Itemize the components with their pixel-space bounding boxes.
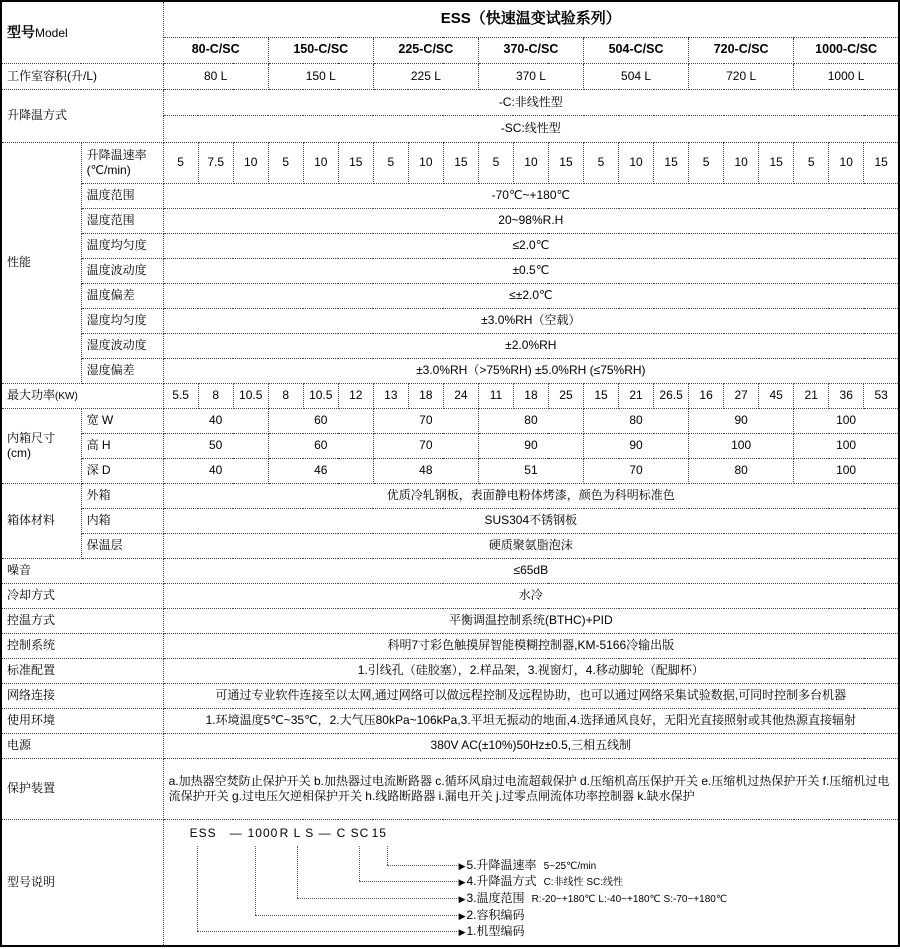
power-cell: 10.5 [233, 383, 268, 408]
size-cell: 46 [268, 458, 373, 483]
code-annotation [459, 873, 623, 891]
code-dash: — [318, 825, 332, 840]
size-row-label: 深 D [81, 458, 163, 483]
volume-cell: 80 L [163, 63, 268, 89]
spec-value: ±3.0%RH（>75%RH) ±5.0%RH (≤75%RH) [163, 358, 899, 383]
spec-label: 温度均匀度 [81, 233, 163, 258]
size-cell: 100 [689, 433, 794, 458]
rate-cell: 5 [268, 142, 303, 183]
power-cell: 18 [513, 383, 548, 408]
spec-value: -70℃~+180℃ [163, 183, 899, 208]
connector-line [359, 881, 459, 882]
model-name: 370-C/SC [478, 37, 583, 63]
code-part-range: R L S [279, 825, 315, 840]
code-part-rate: 15 [371, 825, 387, 840]
general-label: 使用环境 [1, 708, 163, 733]
code-part-volume: 1000 [247, 825, 279, 840]
power-cell: 13 [373, 383, 408, 408]
volume-cell: 370 L [478, 63, 583, 89]
power-cell: 8 [198, 383, 233, 408]
model-code-diagram [164, 820, 898, 945]
size-cell: 90 [478, 433, 583, 458]
spec-value: ≤2.0℃ [163, 233, 899, 258]
rate-cell: 5 [584, 142, 619, 183]
size-cell: 70 [373, 408, 478, 433]
rate-cell: 5 [689, 142, 724, 183]
rate-cell: 5 [373, 142, 408, 183]
code-dash: — [229, 825, 243, 840]
model-name: 720-C/SC [689, 37, 794, 63]
performance-group-label: 性能 [1, 142, 81, 383]
rate-row [1, 142, 899, 183]
rate-cell: 10 [724, 142, 759, 183]
volume-cell: 150 L [268, 63, 373, 89]
rate-cell: 15 [443, 142, 478, 183]
protection-value: a.加热器空焚防止保护开关 b.加热器过电流断路器 c.循环风扇过电流超载保护 d.压缩机高压保护开关 e.压缩机过热保护开关 f.压缩机过电流保护开关 g.过电压欠逆相保护开关 h.线路断路器 i.漏电开关 j.过零点闸流体功率控制器 k.缺水保护 [163, 758, 899, 819]
general-value: 科明7寸彩色触摸屏智能模糊控制器,KM-5166冷输出版 [163, 633, 899, 658]
size-cell: 60 [268, 408, 373, 433]
rate-cell: 10 [829, 142, 864, 183]
rate-cell: 10 [233, 142, 268, 183]
power-cell: 25 [548, 383, 583, 408]
spec-label: 温度偏差 [81, 283, 163, 308]
size-cell: 40 [163, 408, 268, 433]
volume-row [1, 63, 899, 89]
spec-label: 湿度均匀度 [81, 308, 163, 333]
power-cell: 27 [724, 383, 759, 408]
rate-cell: 10 [408, 142, 443, 183]
arrow-right-icon: ▶ [458, 893, 466, 904]
material-label: 内箱 [81, 508, 163, 533]
annotation-detail: 5~25℃/min [543, 860, 597, 872]
power-cell: 26.5 [654, 383, 689, 408]
annotation-label: 1.机型编码 [466, 923, 525, 938]
general-value: ≤65dB [163, 558, 899, 583]
rate-cell: 10 [619, 142, 654, 183]
spec-value: ±3.0%RH（空载） [163, 308, 899, 333]
general-value: 1.引线孔（硅胶塞），2.样品架，3.视窗灯，4.移动脚轮（配脚杯） [163, 658, 899, 683]
size-cell: 70 [584, 458, 689, 483]
rate-cell: 15 [759, 142, 794, 183]
model-code-label: 型号说明 [1, 819, 163, 946]
model-code-cell [163, 819, 899, 946]
ramp-mode-linear: -SC:线性型 [163, 115, 899, 142]
power-cell: 5.5 [163, 383, 198, 408]
general-value: 可通过专业软件连接至以太网,通过网络可以做远程控制及远程协助，也可以通过网络采集试验数据,可同时控制多台机器 [163, 683, 899, 708]
volume-label: 工作室容积(升/L) [1, 63, 163, 89]
spec-label: 温度波动度 [81, 258, 163, 283]
rate-unit-text: (℃/min) [86, 162, 131, 177]
size-cell: 80 [689, 458, 794, 483]
power-cell: 11 [478, 383, 513, 408]
spec-label: 湿度偏差 [81, 358, 163, 383]
size-cell: 80 [478, 408, 583, 433]
size-row-label: 高 H [81, 433, 163, 458]
rate-label [81, 142, 163, 183]
connector-line [297, 898, 459, 899]
code-part-ess: ESS [189, 825, 217, 840]
size-cell: 80 [584, 408, 689, 433]
power-cell: 21 [794, 383, 829, 408]
connector-line [387, 846, 388, 865]
annotation-label: 4.升降温方式 [466, 873, 537, 888]
arrow-right-icon: ▶ [458, 860, 466, 871]
power-cell: 18 [408, 383, 443, 408]
power-cell: 10.5 [303, 383, 338, 408]
rate-cell: 15 [864, 142, 899, 183]
max-power-unit: (KW) [55, 390, 78, 402]
size-cell: 90 [584, 433, 689, 458]
size-row-label: 宽 W [81, 408, 163, 433]
annotation-label: 2.容积编码 [466, 907, 525, 922]
volume-cell: 225 L [373, 63, 478, 89]
size-cell: 90 [689, 408, 794, 433]
general-value: 1.环境温度5℃~35℃，2.大气压80kPa~106kPa,3.平坦无振动的地面,4.选择通风良好，无阳光直接照射或其他热源直接辐射 [163, 708, 899, 733]
power-cell: 12 [338, 383, 373, 408]
general-label: 网络连接 [1, 683, 163, 708]
connector-line [255, 846, 256, 915]
annotation-label: 3.温度范围 [466, 890, 525, 905]
series-title: ESS（快速温变试验系列） [163, 1, 899, 37]
annotation-detail: R:-20~+180℃ L:-40~+180℃ S:-70~+180℃ [531, 893, 728, 905]
connector-line [387, 865, 459, 866]
power-cell: 45 [759, 383, 794, 408]
model-label-cn: 型号 [7, 23, 35, 40]
spec-label: 温度范围 [81, 183, 163, 208]
general-label: 控温方式 [1, 608, 163, 633]
model-name: 225-C/SC [373, 37, 478, 63]
model-name: 1000-C/SC [794, 37, 899, 63]
power-cell: 16 [689, 383, 724, 408]
code-part-mode: C SC [336, 825, 370, 840]
arrow-right-icon: ▶ [458, 910, 466, 921]
spec-value: 20~98%R.H [163, 208, 899, 233]
protection-label: 保护装置 [1, 758, 163, 819]
general-value: 380V AC(±10%)50Hz±0.5,三相五线制 [163, 733, 899, 758]
rate-cell: 15 [654, 142, 689, 183]
spec-value: ±0.5℃ [163, 258, 899, 283]
power-cell: 15 [584, 383, 619, 408]
ramp-mode-label: 升降温方式 [1, 89, 163, 142]
connector-line [297, 846, 298, 898]
inner-size-label-text: 内箱尺寸 [7, 430, 56, 445]
max-power-label [1, 383, 163, 408]
power-cell: 24 [443, 383, 478, 408]
model-name: 80-C/SC [163, 37, 268, 63]
model-label-en: Model [35, 25, 68, 40]
arrow-right-icon: ▶ [458, 926, 466, 937]
rate-cell: 5 [794, 142, 829, 183]
material-value: SUS304不锈钢板 [163, 508, 899, 533]
code-annotation [459, 890, 727, 908]
model-name: 504-C/SC [584, 37, 689, 63]
rate-cell: 7.5 [198, 142, 233, 183]
annotation-label: 5.升降温速率 [466, 857, 537, 872]
general-label: 电源 [1, 733, 163, 758]
size-cell: 60 [268, 433, 373, 458]
arrow-right-icon: ▶ [458, 876, 466, 887]
general-value: 平衡调温控制系统(BTHC)+PID [163, 608, 899, 633]
size-cell: 100 [794, 408, 899, 433]
general-label: 冷却方式 [1, 583, 163, 608]
size-cell: 48 [373, 458, 478, 483]
rate-cell: 5 [163, 142, 198, 183]
material-label: 外箱 [81, 483, 163, 508]
rate-cell: 10 [303, 142, 338, 183]
model-name: 150-C/SC [268, 37, 373, 63]
rate-label-text: 升降温速率 [86, 147, 147, 162]
power-cell: 53 [864, 383, 899, 408]
size-cell: 100 [794, 458, 899, 483]
spec-label: 湿度波动度 [81, 333, 163, 358]
spec-label: 湿度范围 [81, 208, 163, 233]
code-annotation [459, 923, 532, 941]
size-cell: 100 [794, 433, 899, 458]
max-power-label-text: 最大功率 [7, 387, 56, 402]
spec-value: ±2.0%RH [163, 333, 899, 358]
volume-cell: 1000 L [794, 63, 899, 89]
spec-value: ≤±2.0℃ [163, 283, 899, 308]
size-cell: 51 [478, 458, 583, 483]
material-value: 硬质聚氨脂泡沫 [163, 533, 899, 558]
ramp-mode-nonlinear: -C:非线性型 [163, 89, 899, 115]
materials-group-label: 箱体材料 [1, 483, 81, 558]
inner-size-group-label [1, 408, 81, 483]
annotation-detail: C:非线性 SC:线性 [543, 876, 624, 888]
power-cell: 36 [829, 383, 864, 408]
power-cell: 8 [268, 383, 303, 408]
max-power-row [1, 383, 899, 408]
model-header-cell [1, 1, 163, 63]
material-label: 保温层 [81, 533, 163, 558]
connector-line [359, 846, 360, 881]
size-cell: 40 [163, 458, 268, 483]
general-label: 标准配置 [1, 658, 163, 683]
rate-cell: 5 [478, 142, 513, 183]
connector-line [255, 915, 459, 916]
rate-cell: 10 [513, 142, 548, 183]
material-value: 优质冷轧钢板，表面静电粉体烤漆，颜色为科明标准色 [163, 483, 899, 508]
general-label: 噪音 [1, 558, 163, 583]
inner-size-unit: (cm) [7, 445, 31, 460]
power-cell: 21 [619, 383, 654, 408]
connector-line [197, 931, 459, 932]
size-cell: 50 [163, 433, 268, 458]
size-cell: 70 [373, 433, 478, 458]
general-value: 水冷 [163, 583, 899, 608]
rate-cell: 15 [338, 142, 373, 183]
volume-cell: 720 L [689, 63, 794, 89]
general-label: 控制系统 [1, 633, 163, 658]
volume-cell: 504 L [584, 63, 689, 89]
rate-cell: 15 [548, 142, 583, 183]
connector-line [197, 846, 198, 931]
